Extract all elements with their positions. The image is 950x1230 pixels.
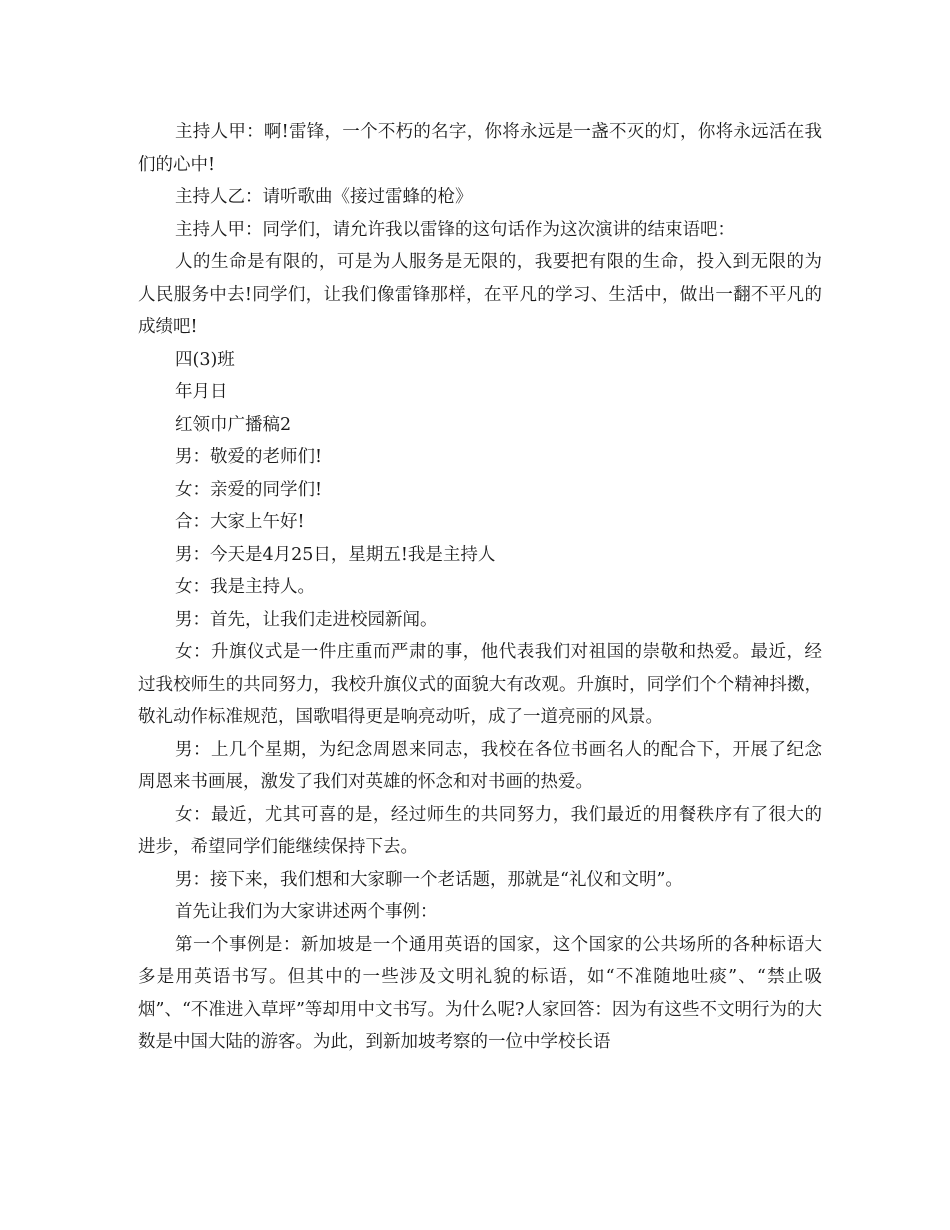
paragraph-host-b-song: 主持人乙：请听歌曲《接过雷蜂的枪》 xyxy=(175,187,473,207)
paragraph-etiquette-topic: 男：接下来，我们想和大家聊一个老话题，那就是“礼仪和文明”。 xyxy=(175,869,683,890)
paragraph-campus-news: 男：首先，让我们走进校园新闻。 xyxy=(175,609,438,630)
paragraph-date: 年月日 xyxy=(175,382,228,402)
paragraph-host-a-lei-feng: 主持人甲：啊!雷锋，一个不朽的名字，你将永远是一盏不灭的灯，你将永远活在我们的心中! xyxy=(138,122,822,175)
paragraph-greeting-female: 女：亲爱的同学们! xyxy=(175,479,323,500)
paragraph-female-host: 女：我是主持人。 xyxy=(175,577,315,597)
paragraph-date-announcement: 男：今天是4月25日，星期五!我是主持人 xyxy=(175,544,496,565)
paragraph-flag-ceremony: 女：升旗仪式是一件庄重而严肃的事，他代表我们对祖国的崇敬和热爱。最近，经过我校师生的共同努力，我校升旗仪式的面貌大有改观。升旗时，同学们个个精神抖擞，敬礼动作标准规范，国歌唱得更是响亮动听，成了一道亮丽的风景。 xyxy=(138,642,822,727)
paragraph-singapore-example: 第一个事例是：新加坡是一个通用英语的国家，这个国家的公共场所的各种标语大多是用英语书写。但其中的一些涉及文明礼貌的标语，如“不准随地吐痰”、“禁止吸烟”、“不准进入草坪”等却用中文书写。为什么呢?人家回答：因为有这些不文明行为的大数是中国大陆的游客。为此，到新加坡考察的一位中学校长语 xyxy=(138,934,822,1052)
paragraph-greeting-together: 合：大家上午好! xyxy=(175,512,305,532)
paragraph-lei-feng-quote: 人的生命是有限的，可是为人服务是无限的，我要把有限的生命，投入到无限的为人民服务中去!同学们，让我们像雷锋那样，在平凡的学习、生活中，做出一翻不平凡的成绩吧! xyxy=(138,252,822,337)
paragraph-greeting-male: 男：敬爱的老师们! xyxy=(175,447,323,467)
document-body xyxy=(138,116,822,1059)
paragraph-calligraphy-exhibit: 男：上几个星期，为纪念周恩来同志，我校在各位书画名人的配合下，开展了纪念周恩来书画展，激发了我们对英雄的怀念和对书画的热爱。 xyxy=(138,739,822,792)
paragraph-class-name: 四(3)班 xyxy=(175,349,235,370)
paragraph-two-examples: 首先让我们为大家讲述两个事例： xyxy=(175,902,438,922)
paragraph-section-title: 红领巾广播稿2 xyxy=(175,414,292,435)
paragraph-host-a-closing: 主持人甲：同学们，请允许我以雷锋的这句话作为这次演讲的结束语吧： xyxy=(175,219,735,240)
paragraph-dining-order: 女：最近，尤其可喜的是，经过师生的共同努力，我们最近的用餐秩序有了很大的进步，希望同学们能继续保持下去。 xyxy=(138,804,822,857)
